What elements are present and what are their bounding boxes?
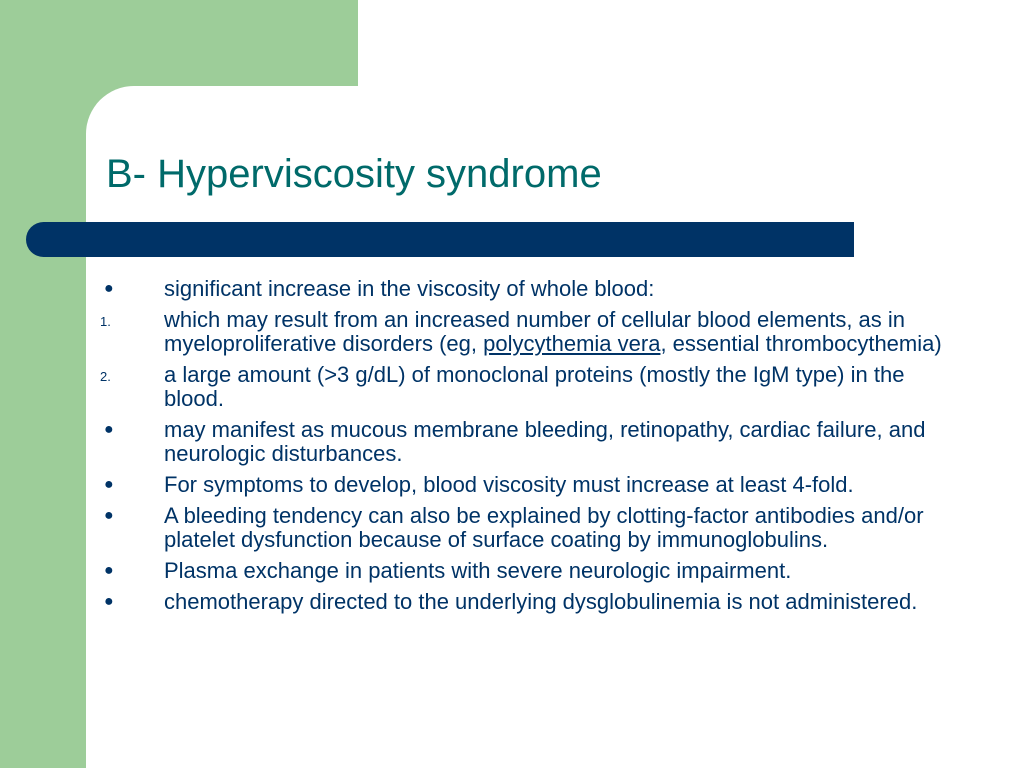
list-item-text: significant increase in the viscosity of whole blood:	[164, 276, 655, 301]
list-item	[100, 590, 950, 614]
list-item-text-end: , essential thrombocythemia)	[660, 331, 942, 356]
bullet-icon: ●	[104, 593, 114, 610]
list-item	[100, 363, 950, 411]
bullet-list	[100, 277, 950, 621]
bullet-icon: ●	[104, 562, 114, 579]
bullet-icon: ●	[104, 280, 114, 297]
list-item-text: a large amount (>3 g/dL) of monoclonal proteins (mostly the IgM type) in the blood.	[164, 362, 905, 411]
list-number: 2.	[100, 369, 111, 384]
list-item	[100, 308, 950, 356]
bullet-icon: ●	[104, 507, 114, 524]
list-number: 1.	[100, 314, 111, 329]
list-item-text: A bleeding tendency can also be explained by clotting-factor antibodies and/or platelet dysfunction because of surface coating by immunoglobulins.	[164, 503, 924, 552]
list-item	[100, 559, 950, 583]
list-item	[100, 473, 950, 497]
list-item-text	[164, 307, 942, 356]
slide-title: B- Hyperviscosity syndrome	[106, 152, 602, 196]
list-item	[100, 277, 950, 301]
list-item-text: chemotherapy directed to the underlying dysglobulinemia is not administered.	[164, 589, 918, 614]
list-item-text: Plasma exchange in patients with severe neurologic impairment.	[164, 558, 792, 583]
title-underline-bar	[26, 222, 854, 257]
polycythemia-vera-link[interactable]: polycythemia vera	[483, 331, 661, 356]
list-item-text: may manifest as mucous membrane bleeding, retinopathy, cardiac failure, and neurologic disturbances.	[164, 417, 926, 466]
list-item-text-start: which may result from an increased number of cellular blood elements, as in myeloproliferative disorders (eg,	[164, 307, 906, 356]
list-item	[100, 418, 950, 466]
list-item-text: For symptoms to develop, blood viscosity must increase at least 4-fold.	[164, 472, 854, 497]
bullet-icon: ●	[104, 421, 114, 438]
list-item	[100, 504, 950, 552]
bullet-icon: ●	[104, 476, 114, 493]
